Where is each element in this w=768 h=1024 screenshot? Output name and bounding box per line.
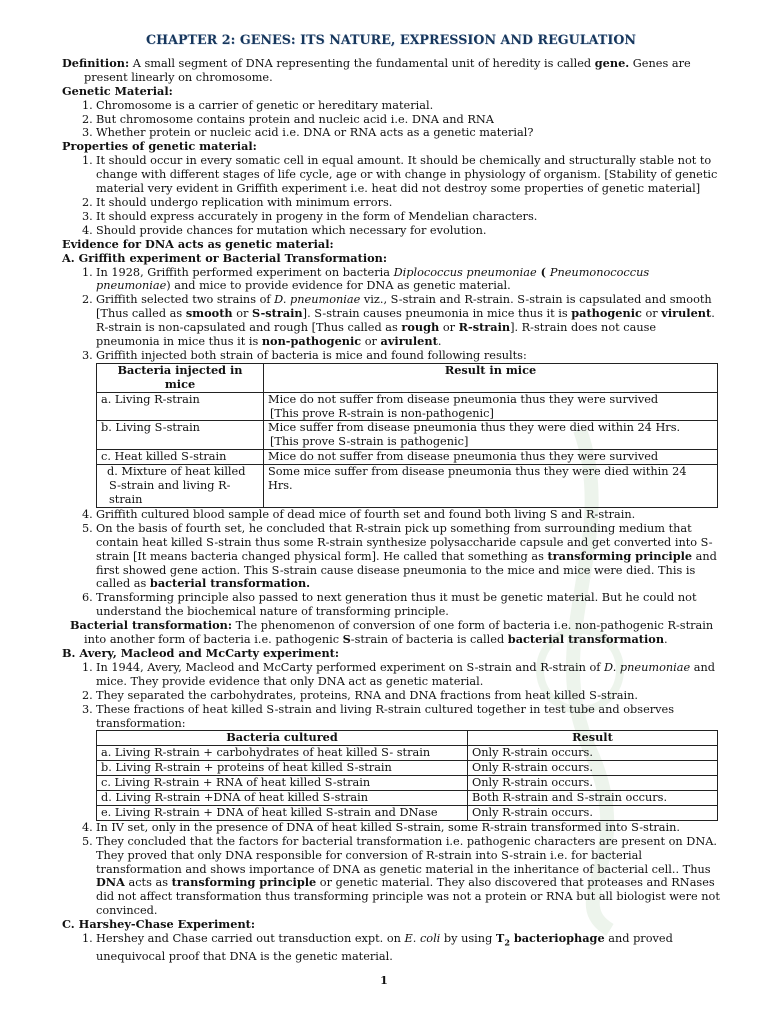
table-row	[97, 805, 718, 820]
table-header: Result in mice	[264, 363, 718, 392]
table-cell: Some mice suffer from disease pneumonia thus they were died within 24 Hrs.	[264, 465, 718, 508]
chapter-title: CHAPTER 2: GENES: ITS NATURE, EXPRESSION AND REGULATION	[145, 32, 637, 47]
list-item: 5. They concluded that the factors for bacterial transformation i.e. pathogenic characters are present on DNA. They proved that only DNA responsible for conversion of R-strain into S-strain i.e. for bacterial transformation and shows importance of DNA as genetic material in the inheritance of bacterial cell.. Thus DNA acts as transforming principle or genetic material. They also discovered that proteases and RNases did not affect transformation thus transforming principle was not a protein or RNA but all biologist were not convinced.	[82, 834, 720, 918]
table-cell: b. Living R-strain + proteins of heat killed S-strain	[97, 761, 468, 776]
list-item: 3. Whether protein or nucleic acid i.e. DNA or RNA acts as a genetic material?	[82, 126, 534, 140]
bacterial-transformation-definition: Bacterial transformation: The phenomenon of conversion of one form of bacteria i.e. non-pathogenic R-strain into another form of bacteria i.e. pathogenic S-strain of bacteria is called bacterial transformation.	[70, 618, 714, 647]
hershey-heading: C. Harshey-Chase Experiment:	[62, 917, 256, 932]
avery-heading: B. Avery, Macleod and McCarty experiment:	[62, 645, 340, 660]
avery-results-table	[96, 730, 718, 820]
genetic-material-heading: Genetic Material:	[62, 83, 173, 98]
list-item: 2. It should undergo replication with minimum errors.	[82, 195, 393, 209]
table-row	[97, 791, 718, 806]
evidence-heading: Evidence for DNA acts as genetic material:	[62, 236, 334, 251]
list-item: 1. Hershey and Chase carried out transduction expt. on E. coli by using $T_2$ bacteriophage and proved unequivocal proof that DNA is the genetic material.	[82, 931, 673, 964]
list-item: 3. It should express accurately in progeny in the form of Mendelian characters.	[82, 209, 538, 223]
list-item: 2. They separated the carbohydrates, proteins, RNA and DNA fractions from heat killed S-strain.	[82, 688, 638, 702]
table-cell: Mice do not suffer from disease pneumonia thus they were survived	[264, 450, 718, 465]
table-cell: b. Living S-strain	[97, 421, 264, 450]
table-header: Bacteria injected in mice	[97, 363, 264, 392]
list-item: 5. On the basis of fourth set, he concluded that R-strain pick up something from surrounding medium that contain heat killed S-strain thus some R-strain synthesize polysaccharide capsule and get converted into S-strain [It means bacteria changed physical form]. He called that something as transforming principle and first showed gene action. This S-strain cause disease pneumonia to the mice and mice were died. This is called as bacterial transformation.	[82, 521, 717, 591]
list-item: 2. Griffith selected two strains of D. pneumoniae viz., S-strain and R-strain. S-strain is capsulated and smooth [Thus called as smooth or S-strain]. S-strain causes pneumonia in mice thus it is pathogenic or virulent. R-strain is non-capsulated and rough [Thus called as rough or R-strain]. R-strain does not cause pneumonia in mice thus it is non-pathogenic or avirulent.	[82, 293, 715, 349]
table-row	[97, 421, 718, 450]
table-cell: c. Living R-strain + RNA of heat killed S-strain	[97, 776, 468, 791]
griffith-heading: A. Griffith experiment or Bacterial Transformation:	[62, 250, 388, 265]
table-cell: Mice suffer from disease pneumonia thus they were died within 24 Hrs. [This prove S-strain is pathogenic]	[264, 421, 718, 450]
page-number: 1	[380, 974, 388, 987]
list-item: 1. In 1928, Griffith performed experiment on bacteria Diplococcus pneumoniae ( Pneumonococcus pneumoniae) and mice to provide evidence for DNA as genetic material.	[82, 264, 650, 293]
hershey-list	[62, 932, 720, 964]
list-item: 2. But chromosome contains protein and nucleic acid i.e. DNA and RNA	[82, 112, 494, 126]
properties-heading: Properties of genetic material:	[62, 139, 257, 154]
list-item: 4. Should provide chances for mutation which necessary for evolution.	[82, 223, 487, 237]
table-row	[97, 450, 718, 465]
list-item: 4. Griffith cultured blood sample of dead mice of fourth set and found both living S and R-strain.	[82, 507, 636, 521]
list-item: 1. In 1944, Avery, Macleod and McCarty performed experiment on S-strain and R-strain of D. pneumoniae and mice. They provide evidence that only DNA act as genetic material.	[82, 660, 716, 688]
list-item: 6. Transforming principle also passed to next generation thus it must be genetic material. But he could not understand the biochemical nature of transforming principle.	[82, 591, 697, 619]
list-item: 4. In IV set, only in the presence of DNA of heat killed S-strain, some R-strain transformed into S-strain.	[82, 820, 680, 834]
table-cell: Both R-strain and S-strain occurs.	[468, 791, 718, 806]
table-row	[97, 761, 718, 776]
definition-paragraph: Definition: A small segment of DNA representing the fundamental unit of heredity is called gene. Genes are present linearly on chromosome.	[62, 55, 691, 84]
list-item: 3. Griffith injected both strain of bacteria is mice and found following results:	[82, 348, 527, 362]
table-cell: Only R-strain occurs.	[468, 776, 718, 791]
table-cell: a. Living R-strain	[97, 392, 264, 421]
table-cell: Only R-strain occurs.	[468, 805, 718, 820]
table-cell: d. Living R-strain +DNA of heat killed S-strain	[97, 791, 468, 806]
table-cell: d. Mixture of heat killed S-strain and living R-strain	[97, 465, 264, 508]
griffith-results-table	[96, 363, 718, 508]
list-item: 3. These fractions of heat killed S-strain and living R-strain cultured together in test tube and observes transformation:	[82, 702, 675, 730]
document-page	[62, 33, 720, 964]
table-header: Bacteria cultured	[97, 731, 468, 746]
table-row	[97, 392, 718, 421]
griffith-list-continued	[62, 508, 720, 619]
table-header-row	[97, 731, 718, 746]
table-header: Result	[468, 731, 718, 746]
properties-list	[62, 154, 720, 237]
genetic-material-list	[62, 99, 720, 141]
list-item: 1. It should occur in every somatic cell in equal amount. It should be chemically and structurally stable not to change with different stages of life cycle, age or with change in physiology of organism. [Stability of genetic material very evident in Griffith experiment i.e. heat did not destroy some properties of genetic material]	[82, 154, 718, 196]
table-cell: c. Heat killed S-strain	[97, 450, 264, 465]
table-cell: a. Living R-strain + carbohydrates of heat killed S- strain	[97, 746, 468, 761]
list-item: 1. Chromosome is a carrier of genetic or hereditary material.	[82, 98, 434, 112]
avery-list	[62, 661, 720, 731]
table-cell: Only R-strain occurs.	[468, 746, 718, 761]
table-row	[97, 776, 718, 791]
table-cell: Only R-strain occurs.	[468, 761, 718, 776]
griffith-list	[62, 266, 720, 363]
table-header-row	[97, 363, 718, 392]
avery-list-continued	[62, 821, 720, 918]
table-cell: Mice do not suffer from disease pneumonia thus they were survived [This prove R-strain is non-pathogenic]	[264, 392, 718, 421]
table-row	[97, 746, 718, 761]
table-cell: e. Living R-strain + DNA of heat killed S-strain and DNase	[97, 805, 468, 820]
table-row	[97, 465, 718, 508]
